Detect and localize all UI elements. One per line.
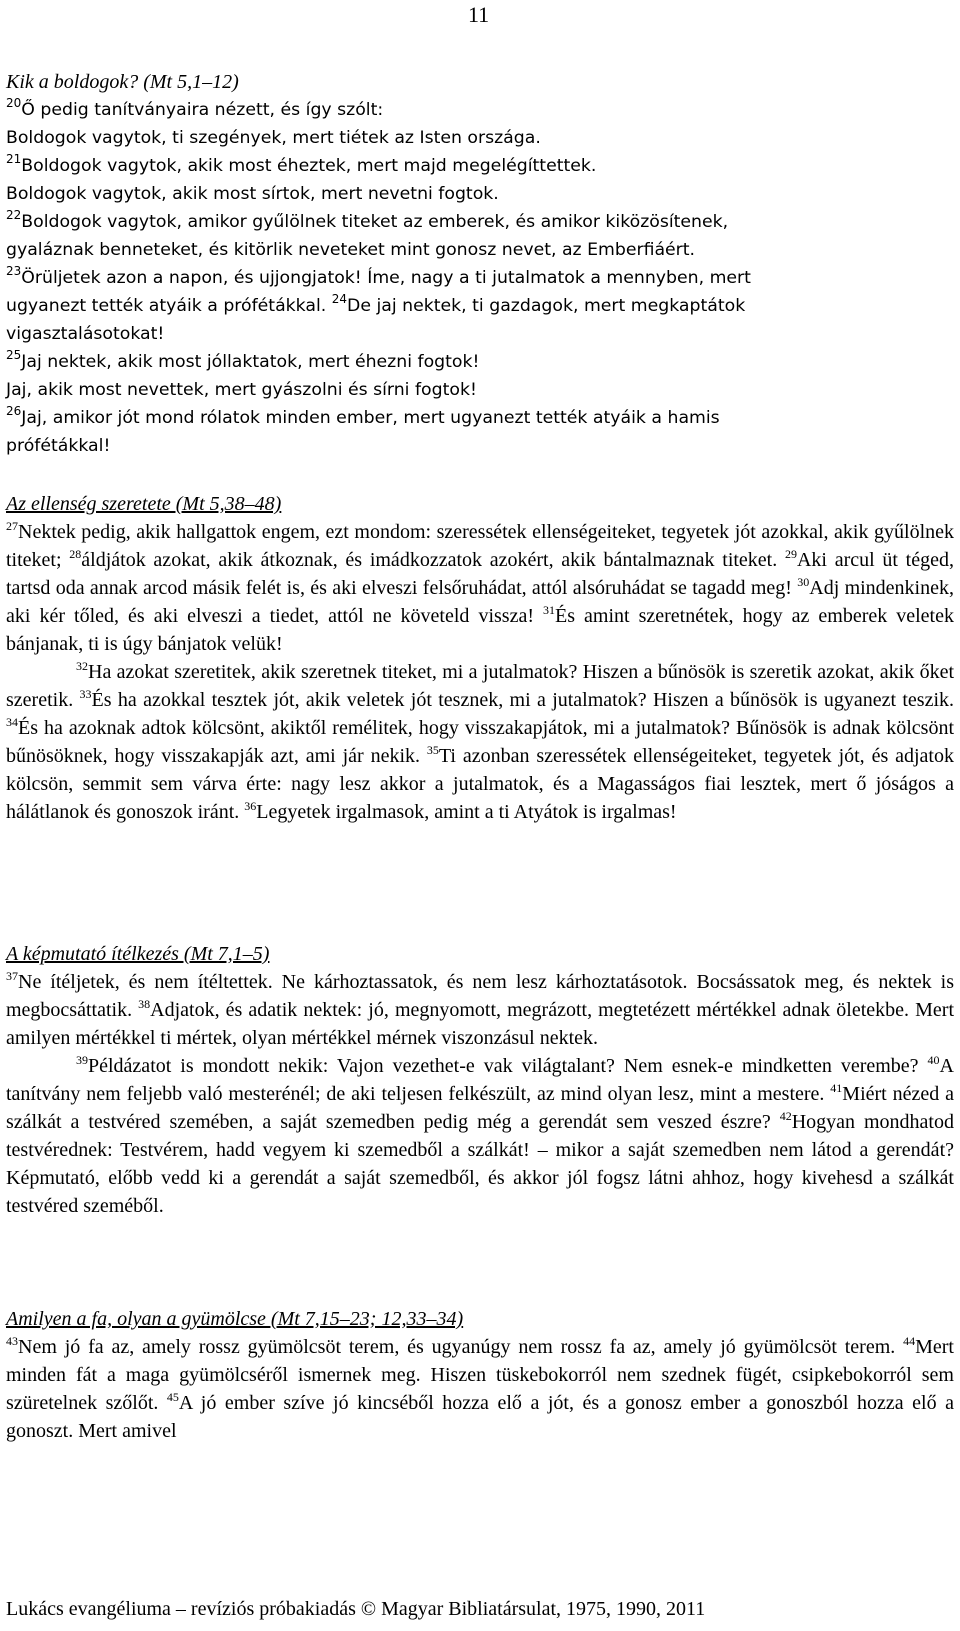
- paragraph: [6, 968, 954, 1052]
- verse-text: gyaláznak benneteket, és kitörlik neveteket mint gonosz nevet, az Emberfiáért.: [6, 240, 696, 260]
- verse-number: 27: [6, 519, 18, 533]
- verse-text: Boldogok vagytok, ti szegények, mert tiétek az Isten országa.: [6, 128, 541, 148]
- verse-number: 25: [6, 348, 22, 362]
- section-a-kepmutato-itelkezes: [6, 940, 954, 1220]
- verse-text: Ne ítéljetek, és nem ítéltettek. Ne kárhoztassatok, és nem lesz kárhoztatásotok. Bocsássatok meg, és nektek is megbocsáttatik.: [6, 971, 954, 1021]
- verse-number: 34: [6, 715, 18, 729]
- verse-text: Ha azokat szeretitek, akik szeretnek titeket, mi a jutalmatok? Hiszen a bűnösök is szeretik azokat, akik őket szeretik.: [6, 661, 954, 711]
- verse-number: 28: [69, 547, 82, 561]
- verse-text: Mert minden fát a maga gyümölcséről ismernek meg. Hiszen tüskebokorról nem szednek fügét, csipkebokorról sem szüretelnek szőlőt.: [6, 1336, 954, 1414]
- text-line: [6, 292, 954, 320]
- verse-number: 21: [6, 152, 22, 166]
- verse-number: 33: [79, 687, 92, 701]
- text-line: [6, 180, 954, 208]
- verse-number: 36: [244, 799, 257, 813]
- verse-text: prófétákkal!: [6, 436, 111, 456]
- verse-number: 40: [927, 1053, 940, 1067]
- verse-number: 43: [6, 1334, 18, 1348]
- verse-text: vigasztalásotokat!: [6, 324, 165, 344]
- verse-text: Adj mindenkinek, aki kér tőled, és aki elveszi a tiedet, attól ne követeld vissza!: [6, 577, 954, 627]
- verse-text: Boldogok vagytok, akik most sírtok, mert nevetni fogtok.: [6, 184, 499, 204]
- verse-text: Adjatok, és adatik nektek: jó, megnyomott, megrázott, megtetézett mértékkel adnak öletekbe. Mert amilyen mértékkel ti mértek, olyan mértékkel mérnek viszonzásul nektek.: [6, 999, 954, 1049]
- text-line: [6, 404, 954, 432]
- verse-number: 35: [426, 743, 439, 757]
- verse-text: Jaj, akik most nevettek, mert gyászolni és sírni fogtok!: [6, 380, 477, 400]
- text-line: [6, 236, 954, 264]
- verse-text: Miért nézed a szálkát a testvéred szemében, a saját szemedben pedig még a gerendát sem veszed észre?: [6, 1083, 954, 1133]
- verse-text: Ő pedig tanítványaira nézett, és így szólt:: [21, 100, 384, 120]
- text-line: [6, 124, 954, 152]
- section-amilyen-a-fa: [6, 1305, 954, 1445]
- verse-number: 45: [166, 1390, 179, 1404]
- paragraph: [6, 518, 954, 658]
- verse-text: Nem jó fa az, amely rossz gyümölcsöt terem, és ugyanúgy nem rossz fa az, amely jó gyümölcsöt terem.: [18, 1336, 904, 1358]
- verse-number: 38: [138, 997, 151, 1011]
- verse-number: 26: [6, 404, 22, 418]
- verse-text: Ti azonban szeressétek ellenségeiteket, tegyetek jót, és adjatok kölcsön, semmit sem várva érte: nagy lesz akkor a jutalmatok, és a Magasságos fiai lesztek, mert ő jóságos a hálátlanok és gonoszok iránt.: [6, 745, 954, 823]
- verse-text: áldjátok azokat, akik átkoznak, és imádkozzatok azokért, akik bántalmaznak titeket.: [81, 549, 785, 571]
- verse-number: 44: [903, 1334, 916, 1348]
- verse-text: És ha azoknak adtok kölcsönt, akiktől remélitek, hogy visszakapjátok, mi a jutalmatok? Bűnösök is adnak kölcsönt bűnösöknek, hogy visszakapják azt, ami jár nekik.: [6, 717, 954, 767]
- section-az-ellenseg-szeretete: [6, 490, 954, 826]
- paragraph: [6, 1333, 954, 1445]
- section-body: [6, 1333, 954, 1445]
- page-number: 11: [468, 2, 490, 27]
- text-line: [6, 152, 954, 180]
- verse-number: 31: [543, 603, 556, 617]
- verse-text: Boldogok vagytok, akik most éheztek, mert majd megelégíttettek.: [21, 156, 597, 176]
- verse-text: Jaj, amikor jót mond rólatok minden ember, mert ugyanezt tették atyáik a hamis: [21, 408, 720, 428]
- verse-text: Aki arcul üt téged, tartsd oda annak arcod másik felét is, és aki elveszi felsőruhádat, attól alsóruhádat se tagadd meg!: [6, 549, 954, 599]
- verse-number: 20: [6, 96, 22, 110]
- section-heading: Az ellenség szeretete (Mt 5,38–48): [6, 493, 282, 515]
- verse-text: Jaj nektek, akik most jóllaktatok, mert éhezni fogtok!: [21, 352, 480, 372]
- text-line: [6, 208, 954, 236]
- section-heading: Amilyen a fa, olyan a gyümölcse (Mt 7,15–23; 12,33–34): [6, 1308, 464, 1330]
- verse-number: 30: [797, 575, 810, 589]
- verse-number: 39: [76, 1053, 88, 1067]
- verse-text: A tanítvány nem feljebb való mesterénél; de aki teljesen felkészült, az mind olyan lesz, mint a mestere.: [6, 1055, 954, 1105]
- verse-text: És ha azokkal tesztek jót, akik veletek jót tesznek, mi a jutalmatok? Hiszen a bűnösök is ugyanezt teszik.: [91, 689, 955, 711]
- text-line: [6, 96, 954, 124]
- verse-number: 41: [830, 1081, 843, 1095]
- verse-text: De jaj nektek, ti gazdagok, mert megkaptátok: [347, 296, 746, 316]
- text-line: [6, 432, 954, 460]
- verse-text: Boldogok vagytok, amikor gyűlölnek titeket az emberek, és amikor kiközösítenek,: [21, 212, 729, 232]
- verse-text: Legyetek irgalmasok, amint a ti Atyátok is irgalmas!: [256, 801, 677, 823]
- verse-number: 42: [779, 1109, 792, 1123]
- paragraph: [6, 658, 954, 826]
- section-kik-a-boldogok: [6, 68, 954, 460]
- verse-text: És amint szeretnétek, hogy az emberek veletek bánjanak, ti is úgy bánjatok velük!: [6, 605, 954, 655]
- verse-number: 23: [6, 264, 22, 278]
- verse-number: 32: [76, 659, 88, 673]
- section-body: [6, 96, 954, 460]
- verse-number: 29: [784, 547, 797, 561]
- verse-text: Nektek pedig, akik hallgattok engem, ezt mondom: szeressétek ellenségeiteket, tegyetek jót azokkal, akik gyűlölnek titeket;: [6, 521, 954, 571]
- verse-number: 22: [6, 208, 22, 222]
- text-line: [6, 320, 954, 348]
- section-body: [6, 968, 954, 1220]
- text-line: [6, 376, 954, 404]
- paragraph: [6, 1052, 954, 1220]
- verse-text: ugyanezt tették atyáik a prófétákkal.: [6, 296, 332, 316]
- text-line: [6, 348, 954, 376]
- page-footer: Lukács evangéliuma – revíziós próbakiadás © Magyar Bibliatársulat, 1975, 1990, 2011: [6, 1598, 706, 1620]
- verse-text: A jó ember szíve jó kincséből hozza elő a jót, és a gonosz ember a gonoszból hozza elő a gonoszt. Mert amivel: [6, 1392, 954, 1442]
- text-line: [6, 264, 954, 292]
- verse-text: Hogyan mondhatod testvérednek: Testvérem, hadd vegyem ki szemedből a szálkát! – mikor a saját szemedben nem látod a gerendát? Képmutató, előbb vedd ki a gerendát a saját szemedből, és akkor jól fogsz látni ahhoz, hogy kivehesd a szálkát testvéred szeméből.: [6, 1111, 954, 1217]
- section-heading: A képmutató ítélkezés (Mt 7,1–5): [6, 943, 270, 965]
- verse-text: Példázatot is mondott nekik: Vajon vezethet-e vak világtalant? Nem esnek-e mindketten verembe?: [88, 1055, 928, 1077]
- verse-text: Örüljetek azon a napon, és ujjongjatok! Íme, nagy a ti jutalmatok a mennyben, mert: [21, 268, 751, 288]
- section-heading: Kik a boldogok? (Mt 5,1–12): [6, 71, 239, 93]
- section-body: [6, 518, 954, 826]
- verse-number: 24: [331, 292, 348, 306]
- verse-number: 37: [6, 969, 18, 983]
